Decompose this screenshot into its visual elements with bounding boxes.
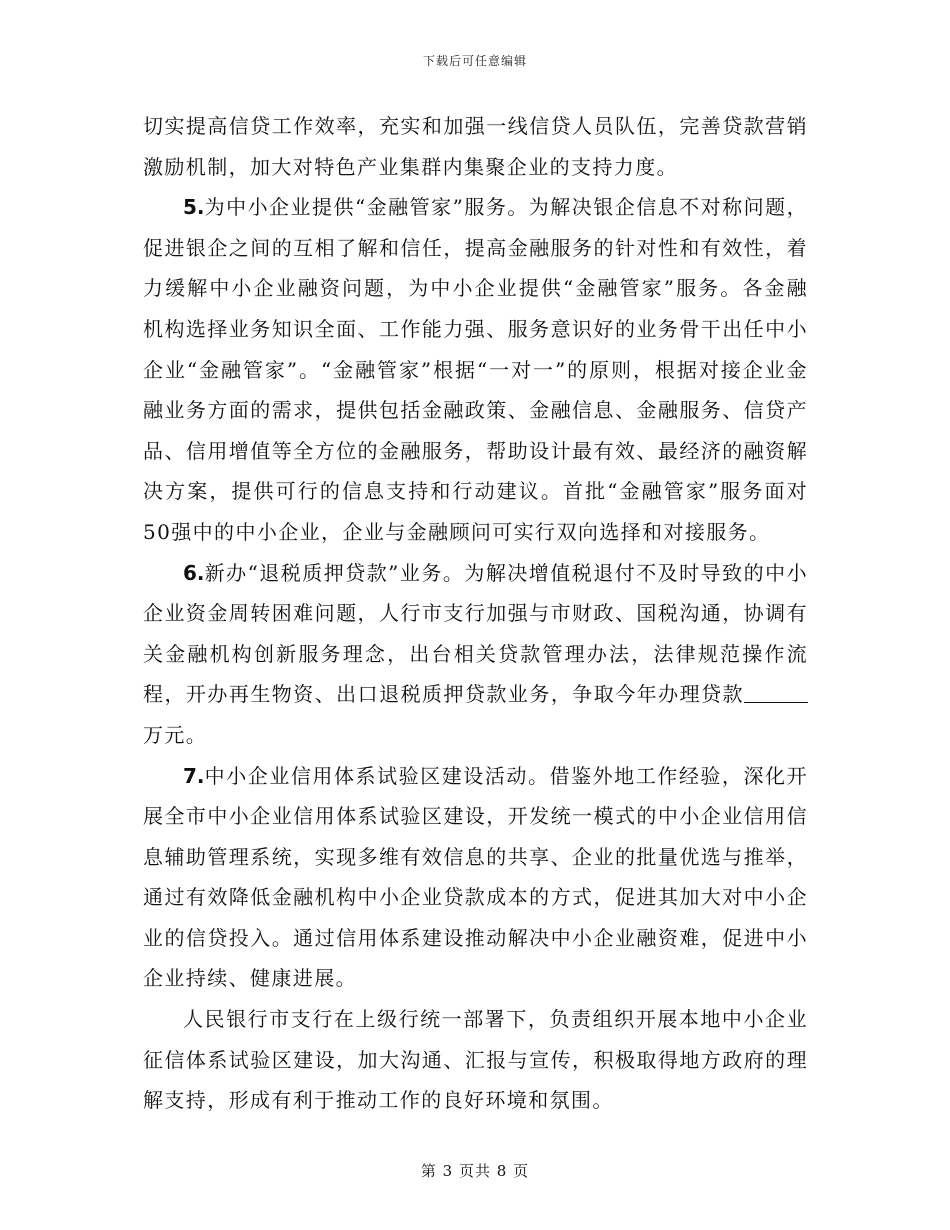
item-number: 5.	[183, 195, 205, 220]
fill-in-blank	[744, 686, 808, 703]
paragraph-item-5	[143, 187, 808, 552]
paragraph-text: 中小企业信用体系试验区建设活动。借鉴外地工作经验，深化开展全市中小企业信用体系试验区建设，开发统一模式的中小企业信用信息辅助管理系统，实现多维有效信息的共享、企业的批量优选与推举，通过有效降低金融机构中小企业贷款成本的方式，促进其加大对中小企业的信贷投入。通过信用体系建设推动解决中小企业融资难，促进中小企业持续、健康进展。	[143, 763, 808, 991]
paragraph-continuation: 切实提高信贷工作效率，充实和加强一线信贷人员队伍，完善贷款营销激励机制，加大对特色产业集群内集聚企业的支持力度。	[143, 114, 808, 179]
paragraph-item-6	[143, 553, 808, 756]
paragraph-text: 新办“退税质押贷款”业务。为解决增值税退付不及时导致的中小企业资金周转困难问题，人行市支行加强与市财政、国税沟通，协调有关金融机构创新服务理念，出台相关贷款管理办法，法律规范操作流程，开办再生物资、出口退税质押贷款业务，争取今年办理贷款	[143, 560, 808, 707]
paragraph-text: 为中小企业提供“金融管家”服务。为解决银企信息不对称问题，促进银企之间的互相了解和信任，提高金融服务的针对性和有效性，着力缓解中小企业融资问题，为中小企业提供“金融管家”服务。各金融机构选择业务知识全面、工作能力强、服务意识好的业务骨干出任中小企业“金融管家”。“金融管家”根据“一对一”的原则，根据对接企业金融业务方面的需求，提供包括金融政策、金融信息、金融服务、信贷产品、信用增值等全方位的金融服务，帮助设计最有效、最经济的融资解决方案，提供可行的信息支持和行动建议。首批“金融管家”服务面对50强中的中小企业，企业与金融顾问可实行双向选择和对接服务。	[143, 195, 808, 544]
page-header: 下载后可任意编辑	[422, 54, 527, 68]
paragraph-closing: 人民银行市支行在上级行统一部署下，负责组织开展本地中小企业征信体系试验区建设，加大沟通、汇报与宣传，积极取得地方政府的理解支持，形成有利于推动工作的良好环境和氛围。	[143, 1007, 808, 1113]
item-number: 6.	[183, 560, 205, 585]
paragraph-text-tail: 万元。	[143, 722, 208, 747]
paragraph-item-7	[143, 756, 808, 1000]
page-number-footer: 第 3 页共 8 页	[420, 1162, 530, 1180]
document-body	[143, 106, 808, 1121]
item-number: 7.	[183, 763, 205, 788]
